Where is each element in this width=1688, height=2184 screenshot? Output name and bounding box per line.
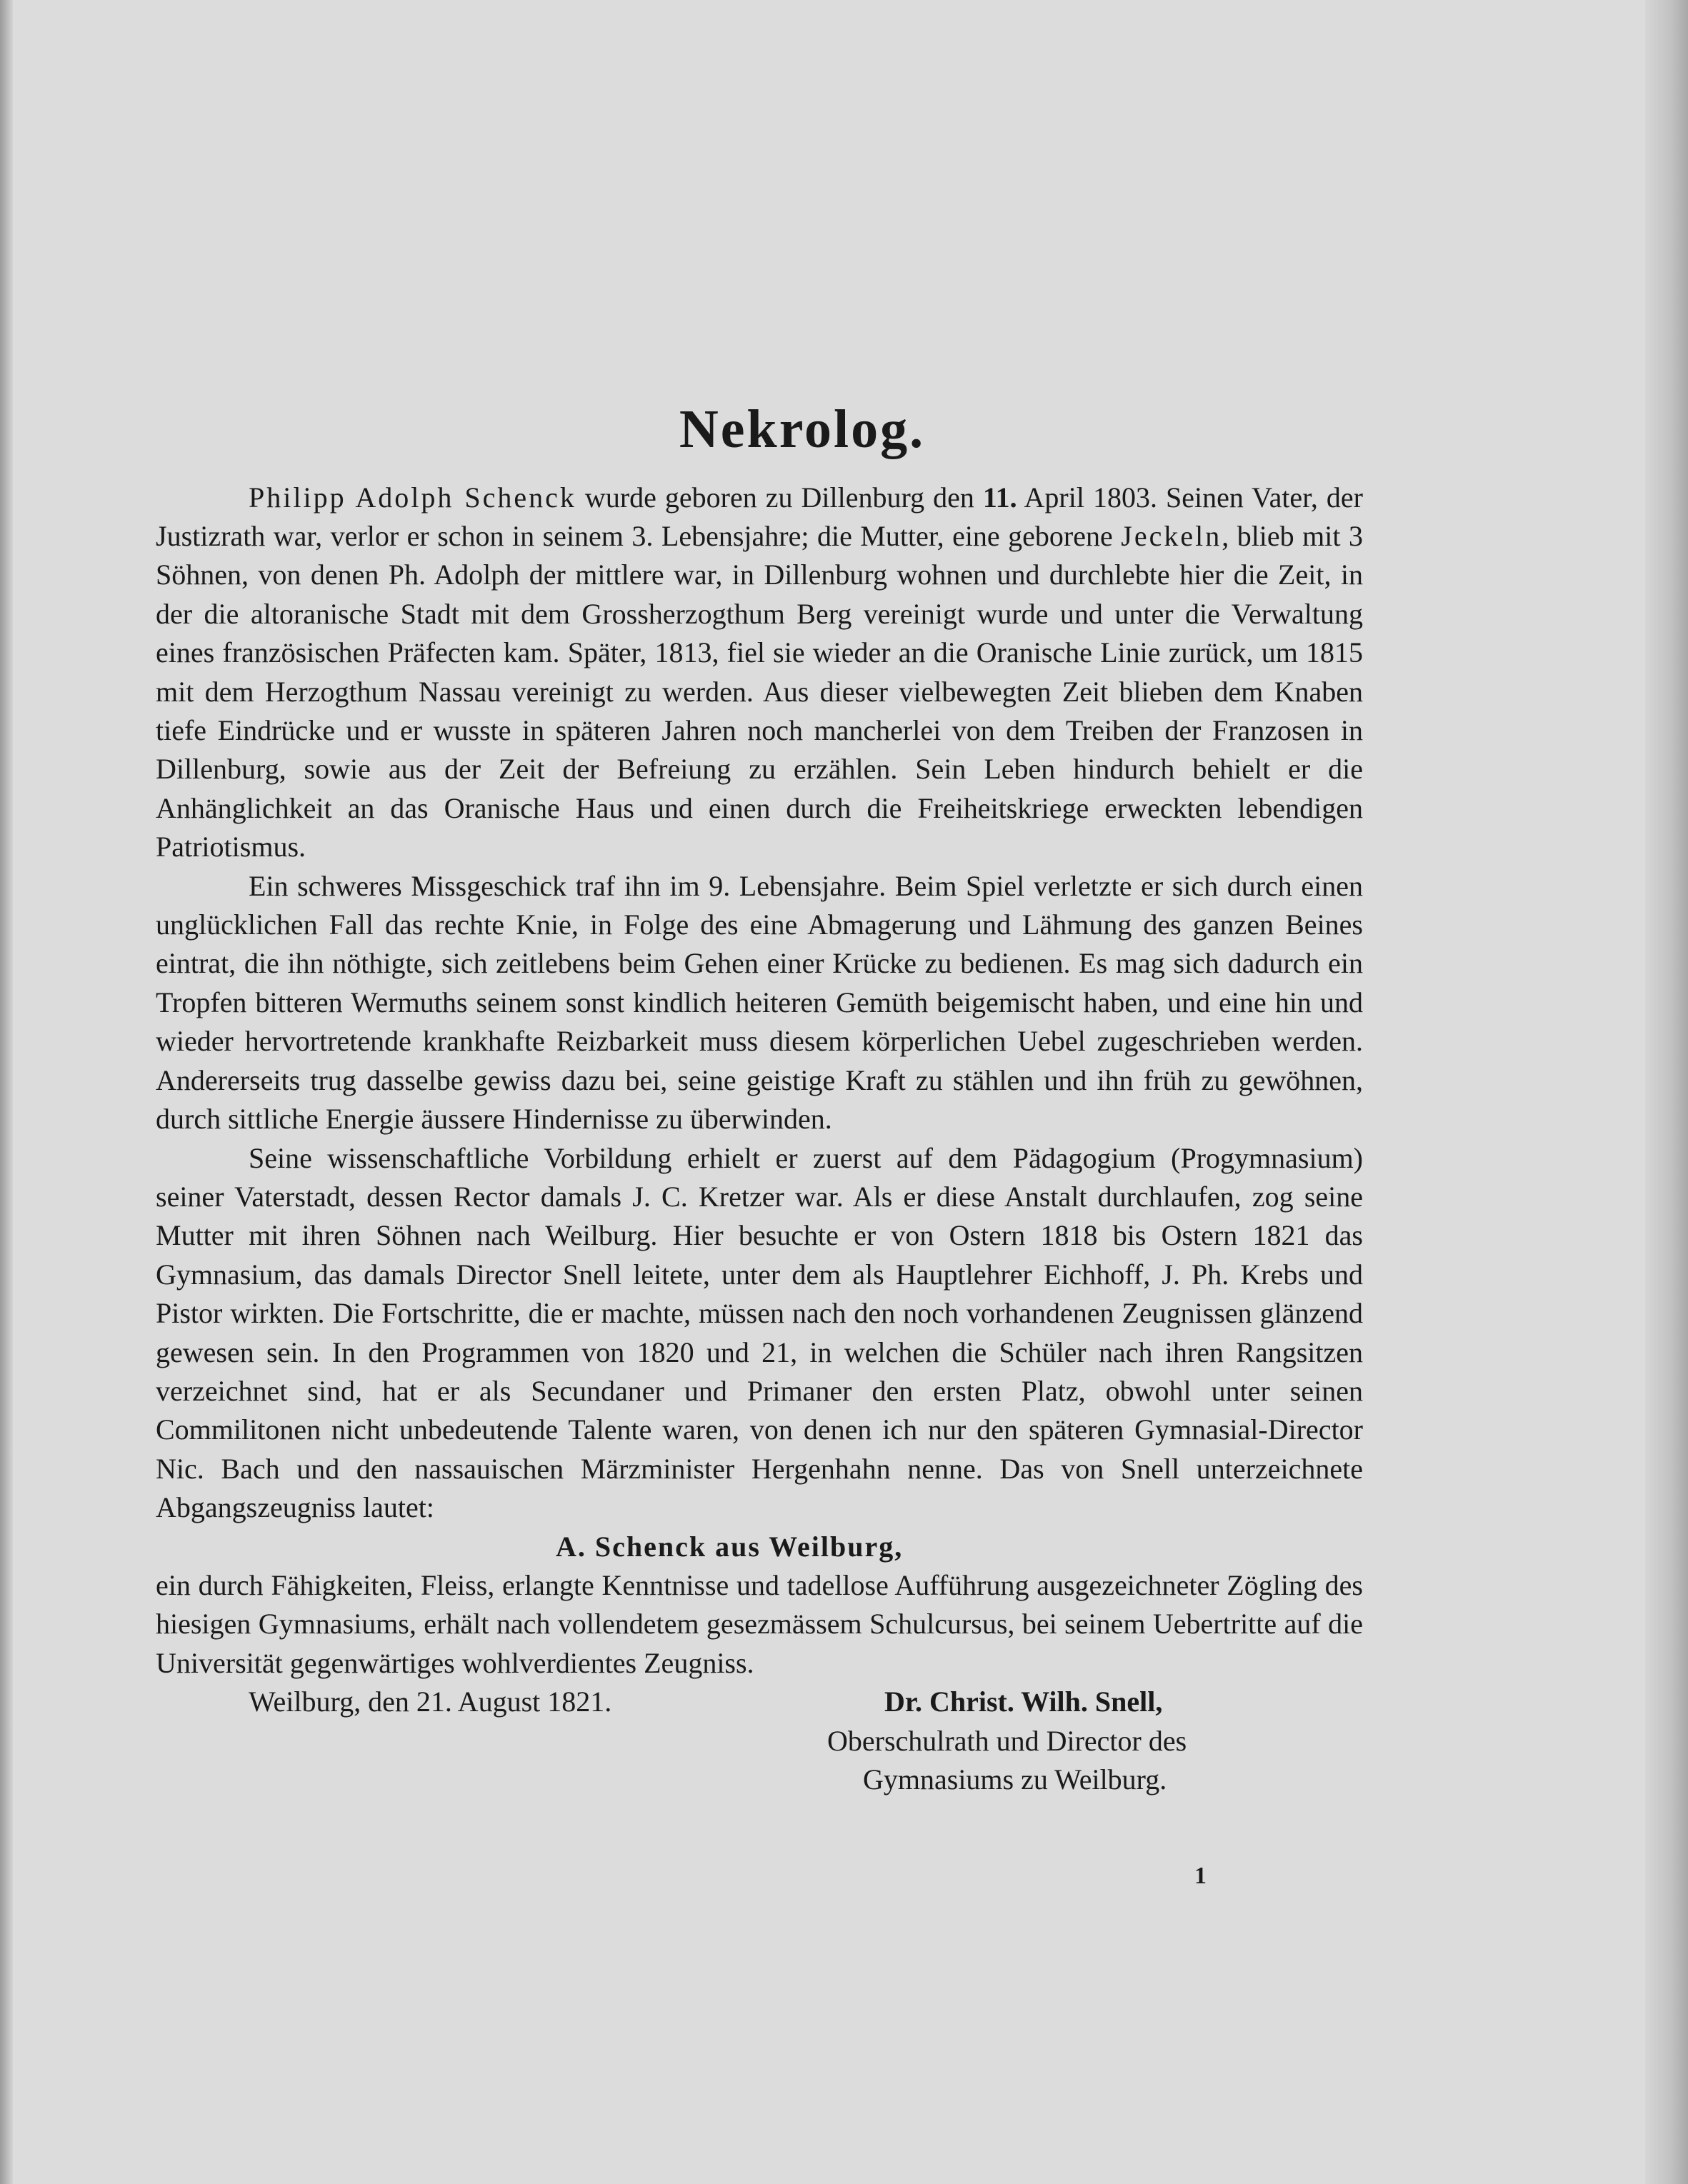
paragraph-1-text-b: April 1803. Seinen Vater, der Justizrath war, verlor er schon in seinem 3. Lebensjahre; die Mutter, eine geborene <box>156 481 1363 552</box>
signer-title-1: Oberschulrath und Director des <box>827 1724 1187 1757</box>
signer-title-line-1 <box>156 1722 1363 1760</box>
page-number: 1 <box>1194 1863 1207 1889</box>
paragraph-2: Ein schweres Missgeschick traf ihn im 9. Lebensjahre. Beim Spiel verletzte er sich durch einen unglücklichen Fall das rechte Knie, in Folge des eine Abmagerung und Lähmung des ganzen Beines eintrat, die ihn nöthigte, sich zeitlebens beim Gehen einer Krücke zu bedienen. Es mag sich dadurch ein Tropfen bitteren Wermuths seinem sonst kindlich heiteren Gemüth beigemischt haben, und eine hin und wieder hervortretende krankhafte Reizbarkeit muss diesem körperlichen Uebel zugeschrieben werden. Andererseits trug dasselbe gewiss dazu bei, seine geistige Kraft zu stählen und ihn früh zu gewöhnen, durch sittliche Energie äussere Hindernisse zu überwinden. <box>156 869 1363 1136</box>
signature-row <box>156 1683 1363 1721</box>
signer-title-line-2 <box>156 1760 1363 1799</box>
signer-title-2: Gymnasiums zu Weilburg. <box>863 1763 1167 1795</box>
paragraph-1-text-a: wurde geboren zu Dillenburg den <box>576 481 983 514</box>
signer-name: Dr. Christ. Wilh. Snell, <box>884 1685 1163 1718</box>
certificate-heading: A. Schenck aus Weilburg, <box>556 1530 904 1563</box>
document-body <box>156 400 1363 1799</box>
page-title: Nekrolog. <box>679 399 926 459</box>
page-right-edge <box>1645 0 1688 2184</box>
birth-day: 11. <box>982 481 1017 514</box>
place-date: Weilburg, den 21. August 1821. <box>249 1685 612 1718</box>
page-left-edge <box>0 0 13 2184</box>
paragraph-1 <box>156 479 1363 867</box>
maiden-name: Jeckeln <box>1121 520 1222 552</box>
person-name: Philipp Adolph Schenck <box>249 481 576 514</box>
paragraph-3: Seine wissenschaftliche Vorbildung erhielt er zuerst auf dem Pädagogium (Progymnasium) seiner Vaterstadt, dessen Rector damals J. C. Kretzer war. Als er diese Anstalt durchlaufen, zog seine Mutter mit ihren Söhnen nach Weilburg. Hier besuchte er von Ostern 1818 bis Ostern 1821 das Gymnasium, das damals Director Snell leitete, unter dem als Hauptlehrer Eichhoff, J. Ph. Krebs und Pistor wirkten. Die Fortschritte, die er machte, müssen nach den noch vorhandenen Zeugnissen glänzend gewesen sein. In den Programmen von 1820 und 21, in welchen die Schüler nach ihren Rangsitzen verzeichnet sind, hat er als Secundaner und Primaner den ersten Platz, obwohl unter seinen Commilitonen nicht unbedeutende Talente waren, von denen ich nur den späteren Gymnasial-Director Nic. Bach und den nassauischen Märzminister Hergenhahn nenne. Das von Snell unterzeichnete Abgangszeugniss lautet: <box>156 1141 1363 1524</box>
paragraph-1-text-c: , blieb mit 3 Söhnen, von denen Ph. Adolph der mittlere war, in Dillenburg wohnen und durchlebte hier die Zeit, in der die altoranische Stadt mit dem Grossherzogthum Berg vereinigt wurde und unter die Verwaltung eines französischen Präfecten kam. Später, 1813, fiel sie wieder an die Oranische Linie zurück, um 1815 mit dem Herzogthum Nassau vereinigt zu werden. Aus dieser vielbewegten Zeit blieben dem Knaben tiefe Eindrücke und er wusste in späteren Jahren noch mancherlei von dem Treiben der Franzosen in Dillenburg, sowie aus der Zeit der Befreiung zu erzählen. Sein Leben hindurch behielt er die Anhänglichkeit an das Oranische Haus und einen durch die Freiheitskriege erweckten lebendigen Patriotismus. <box>156 520 1363 863</box>
certificate-body: ein durch Fähigkeiten, Fleiss, erlangte Kenntnisse und tadellose Aufführung ausgezeichneter Zögling des hiesigen Gymnasiums, erhält nach vollendetem gesezmässem Schulcursus, bei seinem Uebertritte auf die Universität gegenwärtiges wohlverdientes Zeugniss. <box>156 1568 1363 1679</box>
